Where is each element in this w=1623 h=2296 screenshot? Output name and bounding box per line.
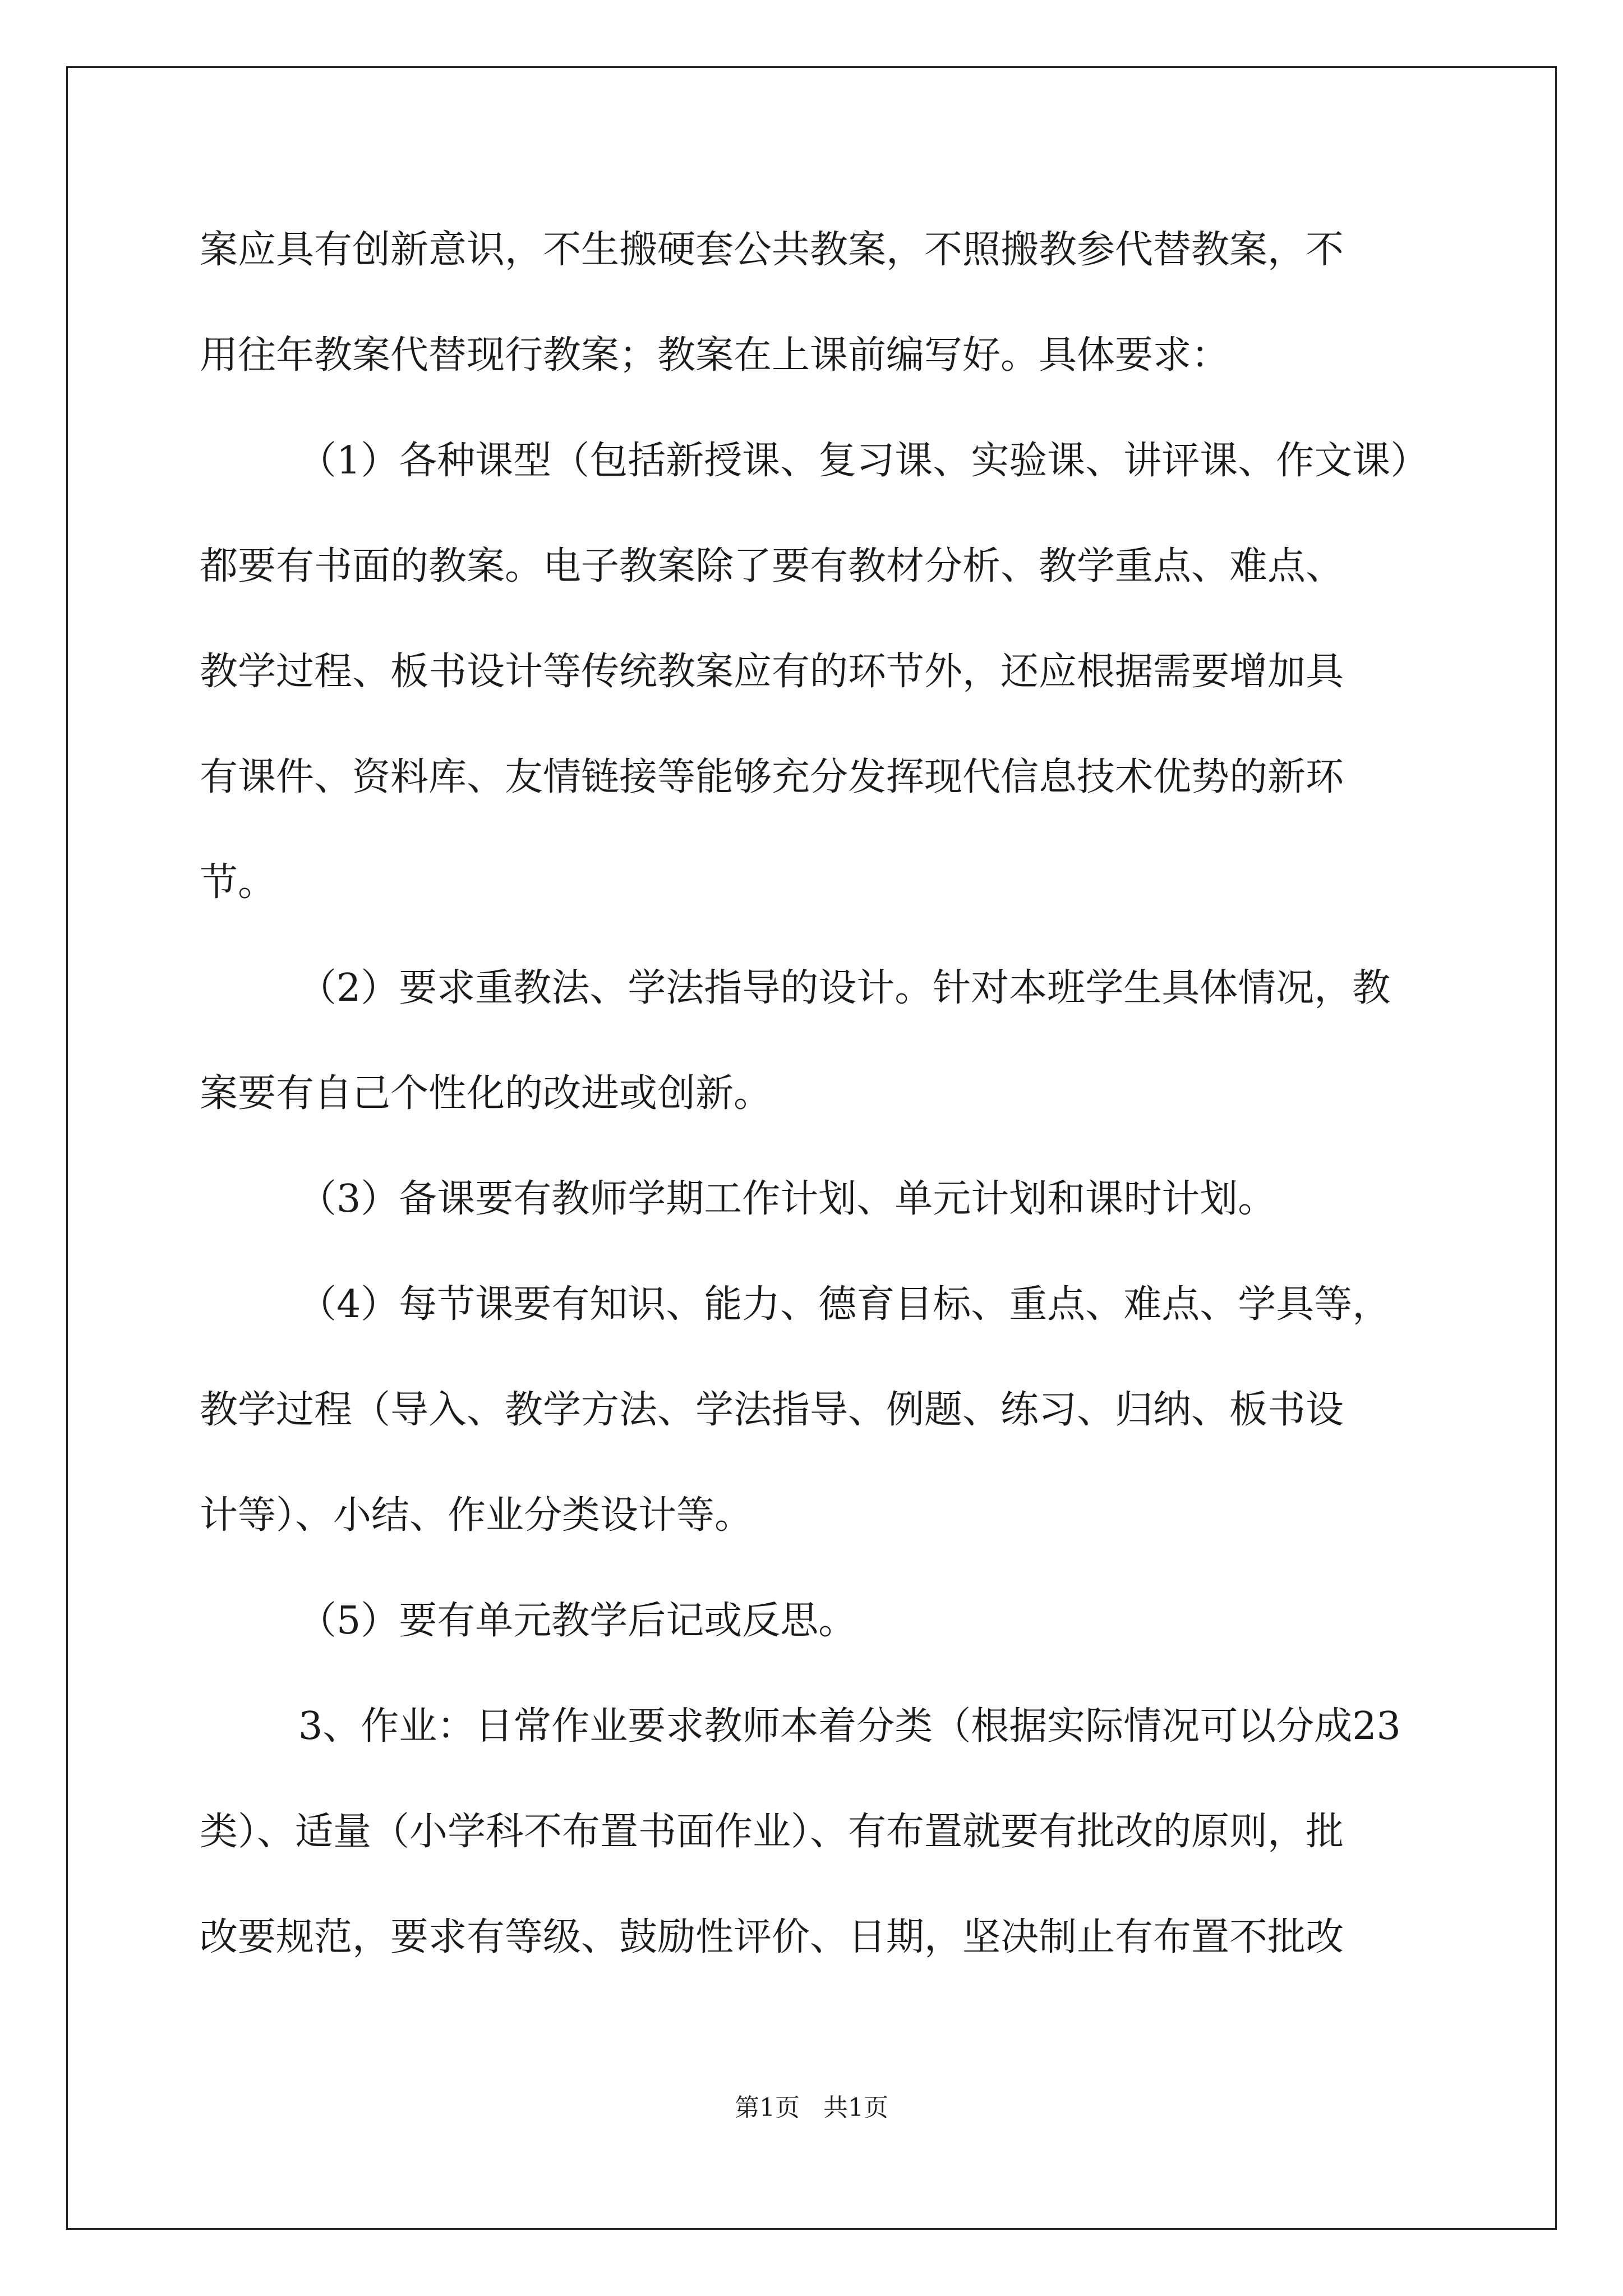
text-line: （1）各种课型（包括新授课、复习课、实验课、讲评课、作文课）	[298, 439, 1429, 483]
text-line: 类）、适量（小学科不布置书面作业）、有布置就要有批改的原则，批	[200, 1810, 1344, 1854]
text-line: 改要规范，要求有等级、鼓励性评价、日期，坚决制止有布置不批改	[200, 1915, 1344, 1959]
text-line: 有课件、资料库、友情链接等能够充分发挥现代信息技术优势的新环	[200, 755, 1344, 799]
page-footer: 第1页 共1页	[735, 2093, 888, 2122]
text-line: 节。	[200, 861, 276, 905]
text-line: （4）每节课要有知识、能力、德育目标、重点、难点、学具等，	[298, 1282, 1391, 1327]
text-line: 教学过程、板书设计等传统教案应有的环节外，还应根据需要增加具	[200, 650, 1344, 694]
text-line: 用往年教案代替现行教案；教案在上课前编写好。具体要求：	[200, 333, 1230, 378]
text-line: （5）要有单元教学后记或反思。	[298, 1599, 857, 1643]
text-line: 3、作业：日常作业要求教师本着分类（根据实际情况可以分成23	[298, 1704, 1401, 1749]
text-line: 都要有书面的教案。电子教案除了要有教材分析、教学重点、难点、	[200, 544, 1344, 588]
text-line: 案应具有创新意识，不生搬硬套公共教案，不照搬教参代替教案，不	[200, 228, 1344, 272]
text-line: （2）要求重教法、学法指导的设计。针对本班学生具体情况，教	[298, 966, 1391, 1010]
text-line: 计等）、小结、作业分类设计等。	[200, 1493, 753, 1538]
text-line: 案要有自己个性化的改进或创新。	[200, 1071, 772, 1116]
text-line: 教学过程（导入、教学方法、学法指导、例题、练习、归纳、板书设	[200, 1388, 1344, 1432]
text-line: （3）备课要有教师学期工作计划、单元计划和课时计划。	[298, 1177, 1276, 1221]
page-border	[66, 66, 1557, 2230]
